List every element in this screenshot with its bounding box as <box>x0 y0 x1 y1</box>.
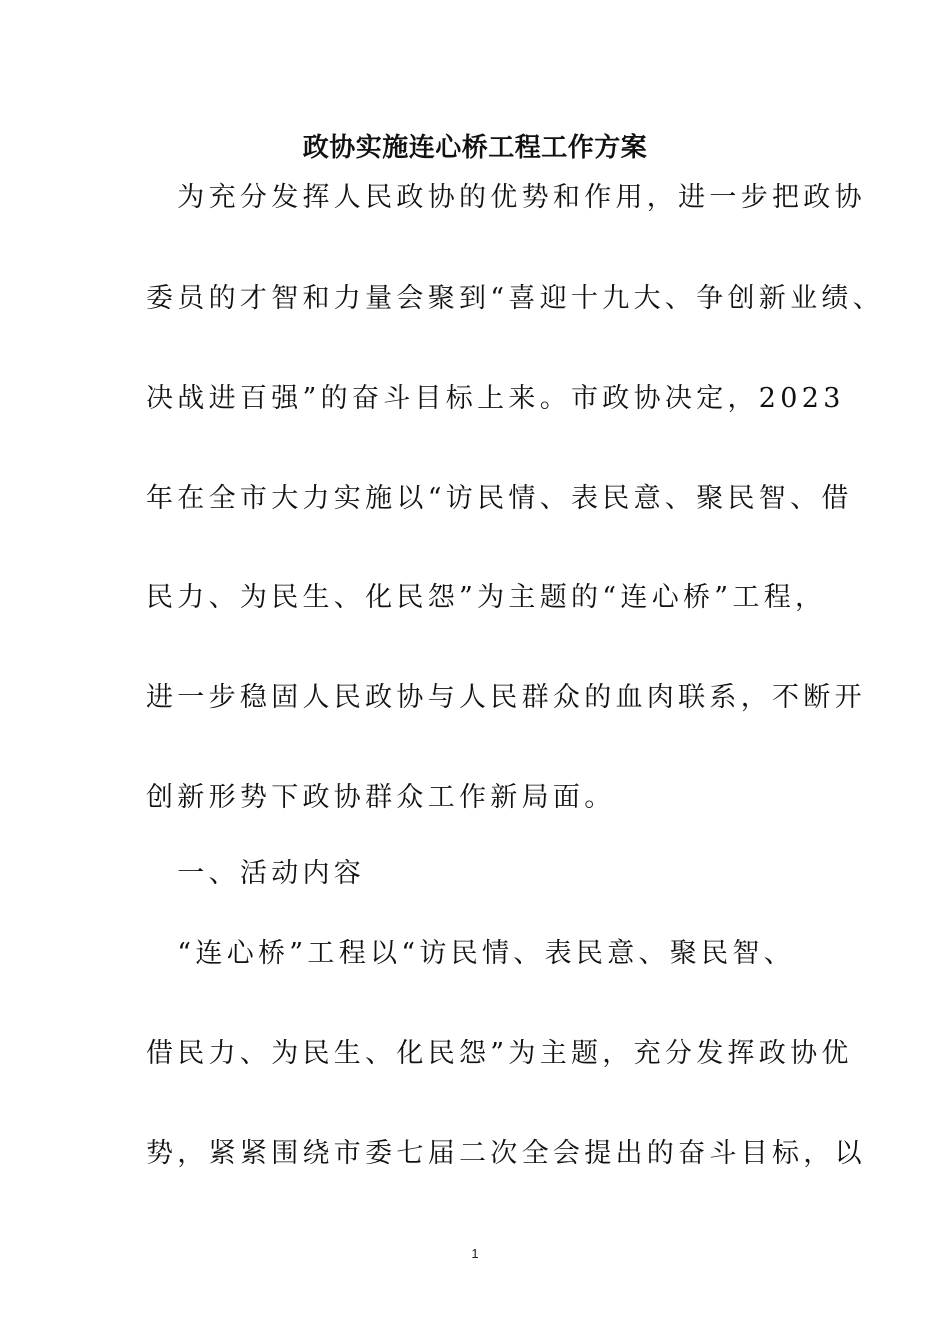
paragraph-line: 借民力、为民生、化民怨”为主题，充分发挥政协优 <box>146 1038 853 1069</box>
paragraph-line: 年在全市大力实施以“访民情、表民意、聚民智、借 <box>146 483 853 514</box>
section-heading: 一、活动内容 <box>146 858 366 889</box>
paragraph-line: 进一步稳固人民政协与人民群众的血肉联系，不断开 <box>146 682 866 713</box>
paragraph-line: 为充分发挥人民政协的优势和作用，进一步把政协 <box>146 182 866 213</box>
paragraph-line: 委员的才智和力量会聚到“喜迎十九大、争创新业绩、 <box>146 283 885 314</box>
page-number: 1 <box>471 1246 479 1261</box>
document-title: 政协实施连心桥工程工作方案 <box>302 133 648 163</box>
paragraph-line: 创新形势下政协群众工作新局面。 <box>146 782 616 813</box>
paragraph-line: 势，紧紧围绕市委七届二次全会提出的奋斗目标，以 <box>146 1138 866 1169</box>
paragraph-line: 民力、为民生、化民怨”为主题的“连心桥”工程， <box>146 582 827 613</box>
paragraph-line: 决战进百强”的奋斗目标上来。市政协决定，2023 <box>146 383 845 414</box>
paragraph-line: “连心桥”工程以“访民情、表民意、聚民智、 <box>146 938 796 969</box>
